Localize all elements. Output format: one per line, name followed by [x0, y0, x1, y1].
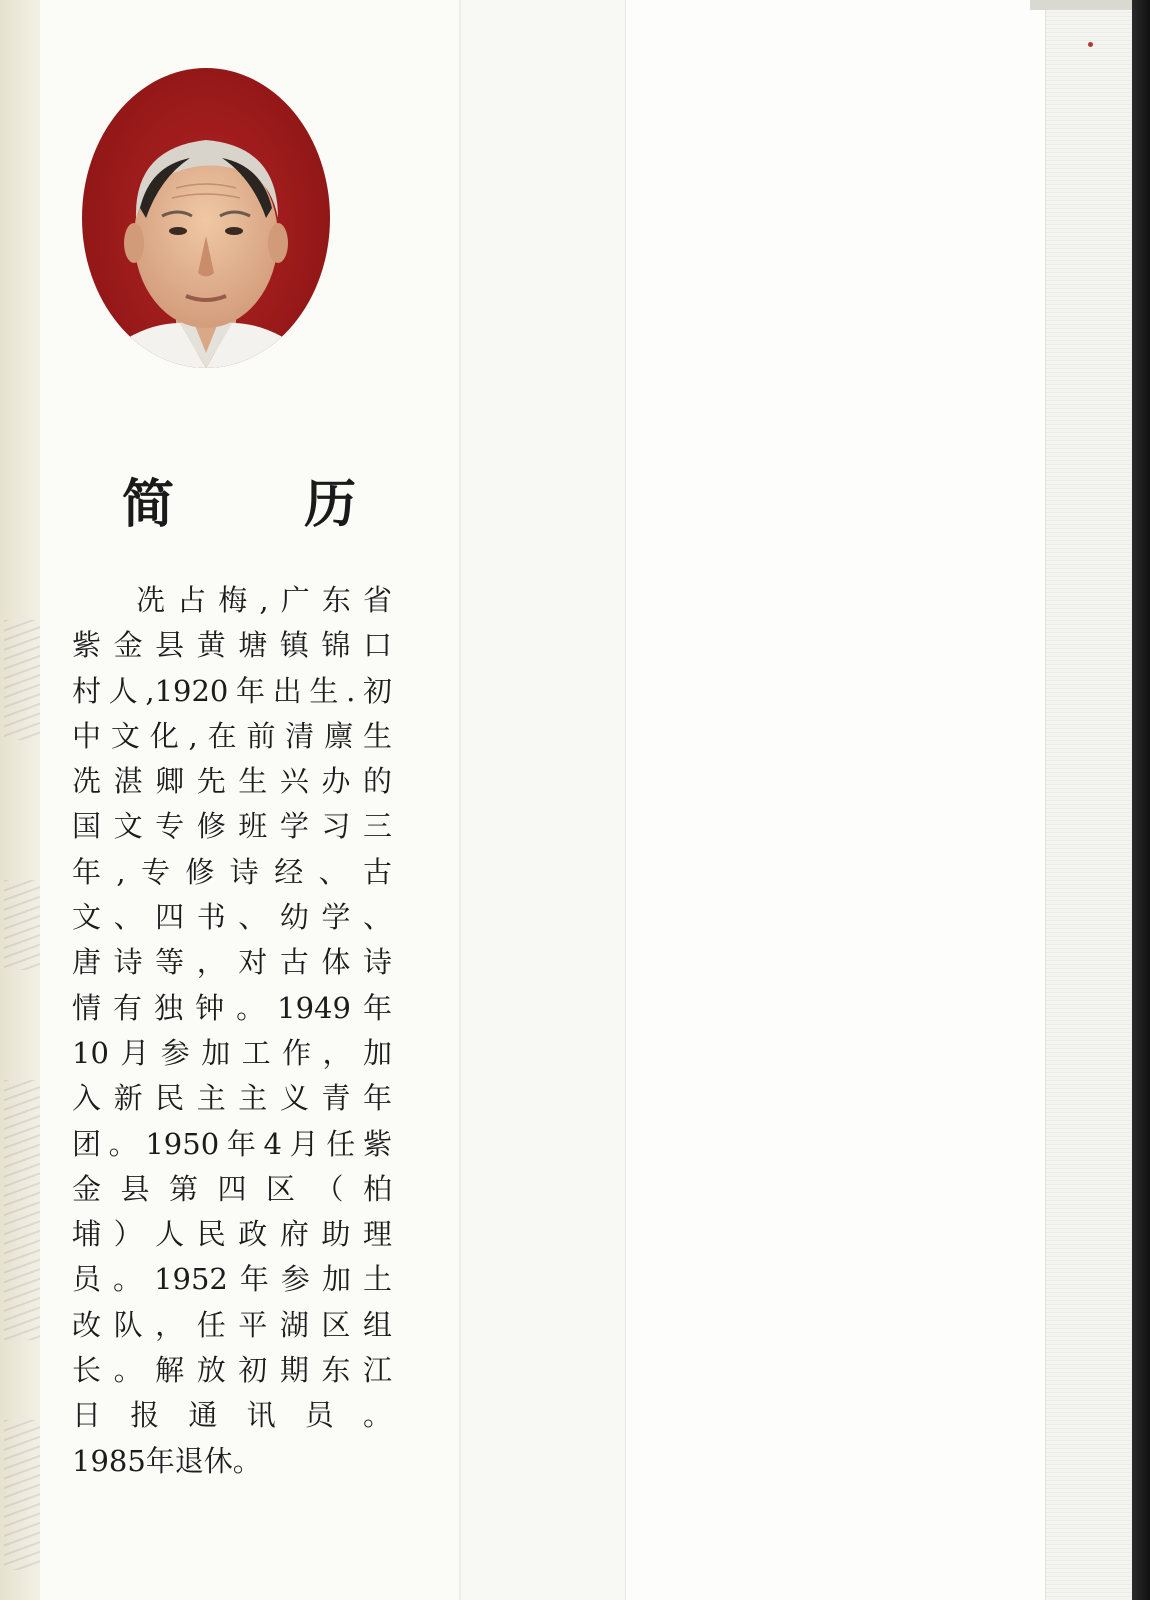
bio-line: 埔）人民政府助理: [72, 1217, 392, 1252]
decorative-sketch: [4, 1080, 44, 1340]
bio-line: 改队，任平湖区组: [72, 1307, 392, 1342]
bio-line: 长。解放初期东江: [72, 1353, 392, 1388]
bio-line: 文、四书、幼学、: [72, 900, 392, 935]
bio-line: 紫金县黄塘镇锦口: [72, 628, 392, 663]
bio-line: 年,专修诗经、古: [72, 854, 392, 889]
decorative-sketch: [4, 880, 44, 970]
bio-line: 中文化,在前清廪生: [72, 718, 392, 753]
bio-line: 村人,1920年出生.初: [72, 673, 392, 708]
bio-line: 情有独钟。1949年: [72, 990, 392, 1025]
middle-panel: [460, 0, 626, 1600]
bio-line: 唐诗等，对古体诗: [72, 945, 392, 980]
bio-line: 员。1952年参加土: [72, 1262, 392, 1297]
author-portrait: [80, 68, 332, 424]
bio-line: 团。1950年4月任紫: [72, 1126, 392, 1161]
bio-heading: 简 历: [122, 474, 413, 535]
dark-scan-edge: [1132, 0, 1150, 1600]
page-edge-strip: [1045, 0, 1141, 1600]
decorative-sketch: [4, 1420, 44, 1570]
decorative-sketch: [4, 620, 44, 740]
bio-text: [72, 578, 392, 1484]
bio-line: 10月参加工作，加: [72, 1035, 392, 1070]
bio-line: 日报通讯员。: [72, 1398, 392, 1433]
bio-line: 冼湛卿先生兴办的: [72, 764, 392, 799]
bio-line: 国文专修班学习三: [72, 809, 392, 844]
speck: [1088, 42, 1093, 47]
bio-line: 1985年退休。: [72, 1443, 262, 1478]
bio-line: 入新民主主义青年: [72, 1081, 392, 1116]
bio-line: 金县第四区（柏: [72, 1171, 392, 1206]
right-panel: [625, 0, 1046, 1600]
bio-line: 冼占梅,广东省: [136, 583, 392, 617]
portrait-photo-icon: [80, 68, 332, 424]
